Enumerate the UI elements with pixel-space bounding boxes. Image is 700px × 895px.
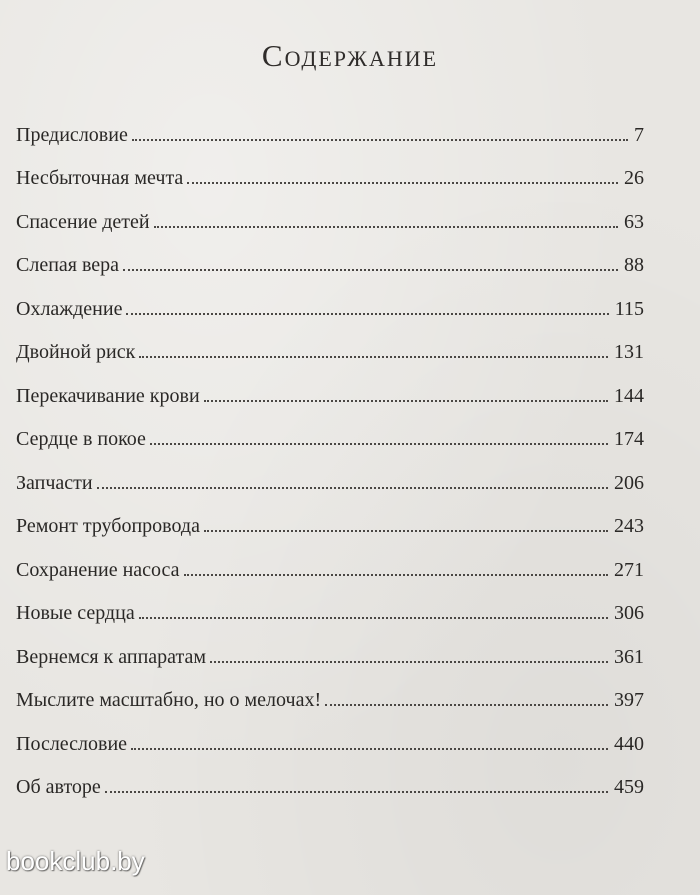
dot-leader bbox=[105, 791, 608, 793]
dot-leader bbox=[325, 704, 608, 706]
toc-entry-title: Предисловие bbox=[16, 123, 128, 146]
toc-entry-page: 144 bbox=[614, 384, 644, 407]
toc-entry-title: Ремонт трубопровода bbox=[16, 515, 200, 538]
toc-entry-title: Сердце в покое bbox=[16, 428, 146, 451]
toc-entry-page: 7 bbox=[634, 123, 644, 146]
toc-entry-title: Новые сердца bbox=[16, 602, 135, 625]
toc-entry-page: 115 bbox=[614, 297, 644, 320]
toc-entry-page: 440 bbox=[614, 732, 644, 755]
toc-entry-page: 88 bbox=[624, 254, 644, 277]
toc-entry bbox=[16, 635, 644, 679]
toc-entry bbox=[16, 461, 644, 505]
toc-entry-page: 271 bbox=[614, 558, 644, 581]
toc-entry-page: 243 bbox=[614, 515, 644, 538]
toc-entry bbox=[16, 287, 644, 331]
site-watermark: bookclub.by bbox=[6, 846, 145, 876]
dot-leader bbox=[126, 313, 608, 315]
toc-entry-title: Об авторе bbox=[16, 776, 101, 799]
toc-entry-page: 63 bbox=[624, 210, 644, 233]
page-title: Содержание bbox=[261, 38, 439, 73]
toc-entry bbox=[16, 374, 644, 418]
toc-entry-page: 26 bbox=[624, 167, 644, 190]
toc-entry bbox=[16, 766, 644, 810]
toc-entry bbox=[16, 592, 644, 636]
toc-entry bbox=[16, 548, 644, 592]
toc-entry-title: Спасение детей bbox=[16, 210, 150, 233]
toc-entry bbox=[16, 722, 644, 766]
toc-entry-title: Сохранение насоса bbox=[16, 558, 180, 581]
dot-leader bbox=[187, 182, 618, 184]
toc-entry-title: Перекачивание крови bbox=[16, 384, 200, 407]
toc-entry bbox=[16, 505, 644, 549]
dot-leader bbox=[154, 226, 618, 228]
dot-leader bbox=[131, 748, 608, 750]
toc-entry-page: 206 bbox=[614, 471, 644, 494]
dot-leader bbox=[139, 617, 608, 619]
toc-entry-title: Запчасти bbox=[16, 471, 93, 494]
toc-entry-page: 397 bbox=[614, 689, 644, 712]
dot-leader bbox=[150, 443, 608, 445]
toc-entry-page: 174 bbox=[614, 428, 644, 451]
dot-leader bbox=[123, 269, 618, 271]
toc-entry-page: 361 bbox=[614, 645, 644, 668]
toc-entry-page: 306 bbox=[614, 602, 644, 625]
table-of-contents bbox=[16, 113, 644, 809]
dot-leader bbox=[97, 487, 608, 489]
toc-entry bbox=[16, 679, 644, 723]
toc-entry-title: Двойной риск bbox=[16, 341, 136, 364]
toc-entry bbox=[16, 418, 644, 462]
toc-entry-page: 459 bbox=[614, 776, 644, 799]
toc-entry bbox=[16, 200, 644, 244]
toc-entry-title: Слепая вера bbox=[16, 254, 120, 277]
toc-entry bbox=[16, 157, 644, 201]
toc-entry-title: Послесловие bbox=[16, 732, 128, 755]
dot-leader bbox=[139, 356, 608, 358]
dot-leader bbox=[204, 530, 608, 532]
toc-entry-title: Вернемся к аппаратам bbox=[16, 645, 207, 668]
dot-leader bbox=[132, 139, 628, 141]
toc-entry-title: Охлаждение bbox=[16, 297, 123, 320]
toc-entry-page: 131 bbox=[614, 341, 644, 364]
toc-entry bbox=[16, 113, 644, 157]
dot-leader bbox=[204, 400, 608, 402]
toc-entry bbox=[16, 244, 644, 288]
toc-entry bbox=[16, 331, 644, 375]
toc-entry-title: Мыслите масштабно, но о мелочах! bbox=[16, 689, 322, 712]
dot-leader bbox=[210, 661, 608, 663]
toc-entry-title: Несбыточная мечта bbox=[16, 167, 184, 190]
dot-leader bbox=[184, 574, 608, 576]
